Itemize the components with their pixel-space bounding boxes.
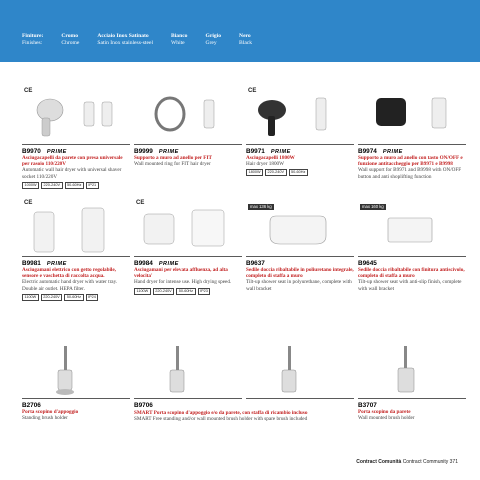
spec-tags: 1100W 220-240V 50-60Hz IP24: [22, 294, 130, 301]
ce-mark-icon: CE: [136, 200, 145, 206]
weight-badge: max 160 kg: [362, 204, 384, 209]
product-code: B9645: [358, 260, 377, 267]
product-image: [134, 88, 242, 145]
product-code: B2706: [22, 402, 41, 409]
product-card: CE B9971 PRIME Asciugacapelli 1800W Hair dryer 1800W 1800W 220-240V 50-60Hz: [246, 88, 354, 189]
product-image: [22, 200, 130, 257]
finish-satin: Acciaio Inox Satinato Satin Inox stainless-steel: [97, 33, 153, 46]
hair-dryer-icon: [22, 88, 130, 144]
product-card: max 160 kg B9645 Sedile doccia ribaltabile con finitura antiscivolo, completo di staffa a muro Tilt-up shower seat with anti-slip finish, complete with wall bracket: [358, 200, 466, 301]
product-image: [358, 88, 466, 145]
product-code: B9971 PRIME: [246, 148, 291, 155]
product-image: [22, 342, 130, 399]
finish-black: Nero Black: [239, 33, 253, 46]
product-card: B3707 Porta scopino da parete Wall mounted brush holder: [358, 342, 466, 421]
finish-chrome: Cromo Chrome: [61, 33, 80, 46]
product-card: B2706 Porta scopino d'appoggio Standing brush holder: [22, 342, 130, 421]
brush-holder-icon: [246, 342, 354, 398]
product-row-1: [22, 88, 462, 189]
hand-dryer-icon: [134, 200, 242, 256]
spec-tags: 1000W 220-240V 50-60Hz IP21: [22, 182, 130, 189]
product-image: [358, 342, 466, 399]
finish-header: [0, 0, 480, 62]
finish-label: Finiture: Finishes:: [22, 33, 44, 46]
ce-mark-icon: CE: [24, 88, 33, 94]
product-card: B9974 PRIME Supporto a muro ad anello con tasto ON/OFF e funzione antitaccheggio per B9971 e B9998 Wall support for B9971 and B9998 with ON/OFF button and anti shoplifting function: [358, 88, 466, 189]
weight-badge: max 136 kg: [250, 204, 272, 209]
brush-holder-icon: [134, 342, 242, 398]
product-code: B9974 PRIME: [358, 148, 403, 155]
product-image: [134, 200, 242, 257]
product-code: B9970 PRIME: [22, 148, 67, 155]
product-code: B9706: [134, 402, 153, 409]
product-code: B9984 PRIME: [134, 260, 179, 267]
ce-mark-icon: CE: [24, 200, 33, 206]
product-card: max 136 kg B9637 Sedile doccia ribaltabile in poliuretano integrale, completo di staffa a muro Tilt-up shower seat in polyurethane, complete with wall bracket: [246, 200, 354, 301]
brush-holder-icon: [358, 342, 466, 398]
wall-ring-icon: [134, 88, 242, 144]
product-card: B9999 PRIME Supporto a muro ad anello per FIT Wall mounted ring for FIT hair dryer: [134, 88, 242, 189]
ce-mark-icon: CE: [248, 88, 257, 94]
product-image: [358, 200, 466, 257]
page-footer: Contract Comunità Contract Community 371: [356, 459, 458, 465]
smart-description: SMART Porta scopino d'appoggio e/o da parete, con staffa di ricambio incluso SMART Free standing and/or wall mounted brush holder with spare brush included: [134, 410, 308, 423]
product-card: CE B9970 PRIME Asciugacapelli da parete con presa universale per rasoio 110/220V Automatic wall hair dryer with universal shaver socket 110/220V 1000W 220-240V 50-60Hz IP21: [22, 88, 130, 189]
product-card: CE B9984 PRIME Asciugamani per elevata affluenza, ad alta velocita' Hand dryer for intense use. High drying speed. 1100W 220-240V 50-60Hz IP23: [134, 200, 242, 301]
product-card: CE B9981 PRIME Asciugamani elettrico con getto regolabile, sensore e vaschetta di raccolta acqua. Electric automatic hand dryer with water tray. Double air outlet. HEPA filter. 1100W 220-240V 50-60Hz IP24: [22, 200, 130, 301]
product-code: B3707: [358, 402, 377, 409]
product-row-2: [22, 200, 465, 301]
finish-grey: Grigio Grey: [205, 33, 222, 46]
product-code: B9637: [246, 260, 265, 267]
product-image: [22, 88, 130, 145]
product-code: B9981 PRIME: [22, 260, 67, 267]
hair-dryer-icon: [246, 88, 354, 144]
brush-holder-icon: [22, 342, 130, 398]
product-image: [246, 342, 354, 399]
product-image: [134, 342, 242, 399]
product-image: [246, 200, 354, 257]
finish-white: Bianco White: [171, 33, 188, 46]
product-image: [246, 88, 354, 145]
hand-dryer-icon: [22, 200, 130, 256]
finish-legend: [22, 33, 270, 47]
spec-tags: 1800W 220-240V 50-60Hz: [246, 169, 354, 176]
spec-tags: 1100W 220-240V 50-60Hz IP23: [134, 288, 242, 295]
wall-support-icon: [358, 88, 466, 144]
product-code: B9999 PRIME: [134, 148, 179, 155]
